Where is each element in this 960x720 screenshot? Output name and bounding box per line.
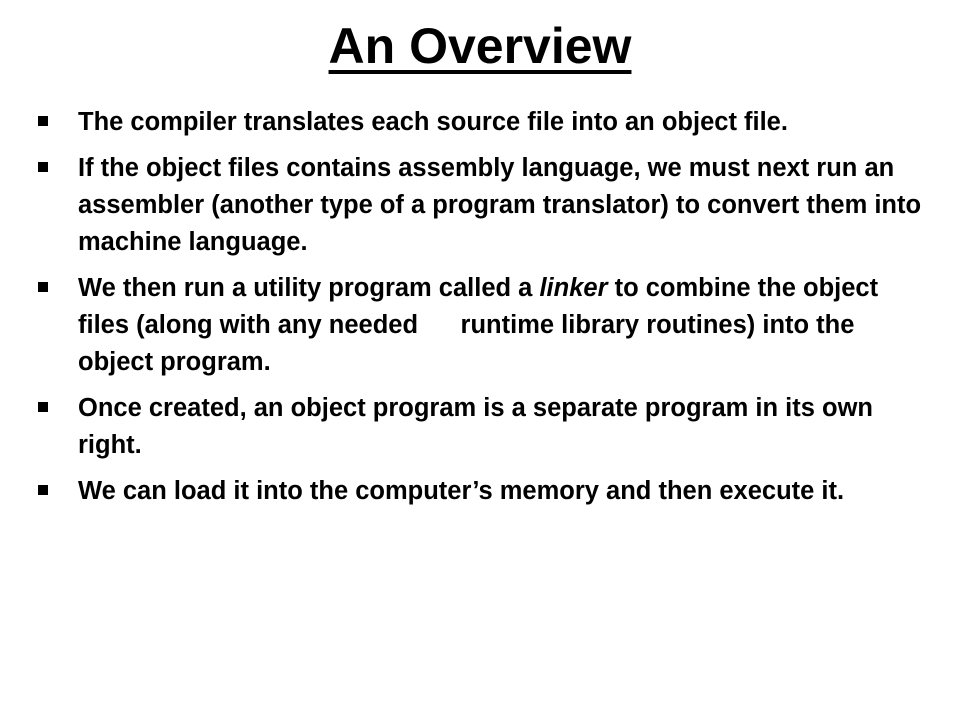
- slide-title: [0, 14, 960, 78]
- square-bullet-icon: [38, 402, 48, 412]
- bullet-item: [36, 150, 926, 261]
- linker-term: linker: [539, 274, 608, 302]
- bullet-text: If the object files contains assembly language, we must next run an assembler (another type of a program translator) to convert them into machine language.: [78, 154, 922, 256]
- square-bullet-icon: [38, 162, 48, 172]
- square-bullet-icon: [38, 485, 48, 495]
- square-bullet-icon: [38, 116, 48, 126]
- square-bullet-icon: [38, 282, 48, 292]
- bullet-text: Once created, an object program is a separate program in its own right.: [78, 394, 873, 459]
- bullet-text: The compiler translates each source file into an object file.: [78, 108, 788, 136]
- bullet-list: [36, 104, 926, 519]
- bullet-item: [36, 270, 926, 381]
- bullet-text: We can load it into the computer’s memory and then execute it.: [78, 477, 845, 505]
- bullet-text-end: to combine the object files (along with any needed runtime library routines) into the object program.: [78, 274, 886, 376]
- bullet-item: [36, 104, 926, 141]
- bullet-item: [36, 473, 926, 510]
- bullet-text-start: We then run a utility program called a: [78, 274, 540, 302]
- slide-title-text: An Overview: [328, 18, 632, 74]
- bullet-item: [36, 390, 926, 464]
